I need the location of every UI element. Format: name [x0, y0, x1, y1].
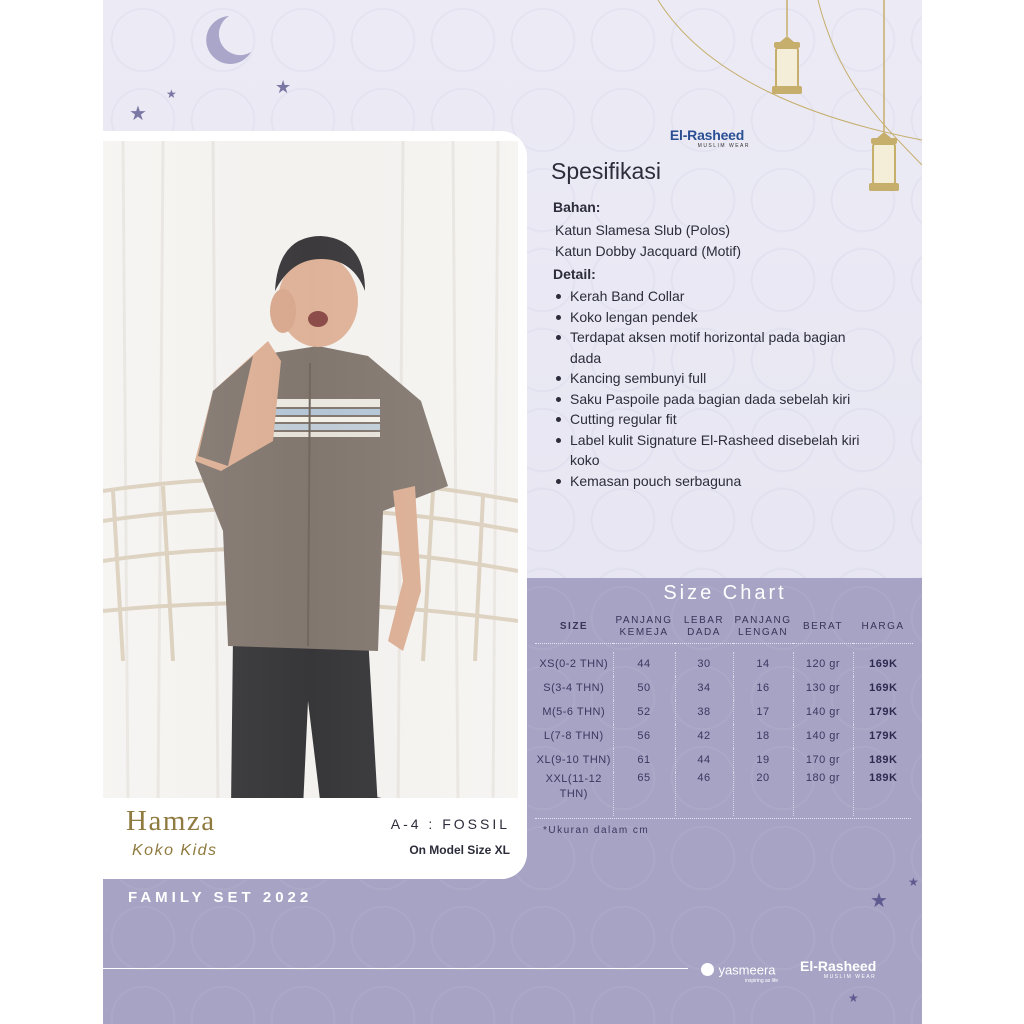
partner-name: yasmeera	[718, 962, 776, 978]
col-panjang-kemeja: PANJANG KEMEJA	[615, 615, 673, 638]
partner-icon	[701, 963, 714, 976]
detail-label: Detail:	[553, 266, 596, 282]
table-row	[535, 652, 913, 676]
detail-item: Koko lengan pendek	[551, 307, 871, 328]
cell-price: 169K	[853, 676, 913, 700]
cell-price: 169K	[853, 652, 913, 676]
footer-brand-logo	[800, 958, 876, 980]
detail-item: Kerah Band Collar	[551, 286, 871, 307]
cell: 170 gr	[793, 748, 853, 772]
bahan-item: Katun Dobby Jacquard (Motif)	[555, 243, 741, 259]
cell: 61	[613, 748, 675, 772]
cell: 34	[675, 676, 733, 700]
cell: 30	[675, 652, 733, 676]
product-code: A-4 : FOSSIL	[390, 816, 510, 832]
table-row	[535, 724, 913, 748]
size-chart-note: *Ukuran dalam cm	[543, 824, 650, 836]
spec-section	[551, 158, 891, 491]
star-icon: ★	[848, 991, 859, 1005]
cell: 20	[733, 772, 793, 816]
table-row	[535, 700, 913, 724]
bahan-item: Katun Slamesa Slub (Polos)	[555, 222, 731, 238]
detail-item: Kemasan pouch serbaguna	[551, 471, 871, 492]
size-chart-title: Size Chart	[663, 582, 787, 604]
bahan-label: Bahan:	[553, 199, 601, 215]
model-illustration	[103, 141, 518, 808]
footer-brand-name: El-Rasheed	[800, 958, 877, 974]
collection-label: FAMILY SET 2022	[128, 889, 313, 906]
table-row	[535, 748, 913, 772]
cell-size: M(5-6 THN)	[542, 705, 606, 718]
poster	[103, 0, 922, 1024]
product-line: Koko Kids	[132, 842, 218, 859]
footer-brand-sub: MUSLIM WEAR	[823, 974, 877, 980]
cell: 17	[733, 700, 793, 724]
size-table	[535, 611, 913, 816]
cell-price: 179K	[853, 700, 913, 724]
star-icon: ★	[870, 890, 888, 912]
cell: 50	[613, 676, 675, 700]
size-chart	[535, 582, 915, 836]
cell: 140 gr	[793, 724, 853, 748]
cell: 120 gr	[793, 652, 853, 676]
cell-size: S(3-4 THN)	[543, 681, 605, 694]
col-panjang-lengan: PANJANG LENGAN	[734, 615, 792, 638]
detail-item: Label kulit Signature El-Rasheed disebelah kiri koko	[551, 430, 871, 471]
cell-size: L(7-8 THN)	[543, 729, 604, 742]
detail-item: Terdapat aksen motif horizontal pada bagian dada	[551, 327, 871, 368]
cell: 19	[733, 748, 793, 772]
crescent-moon-icon	[199, 12, 255, 68]
detail-item: Saku Paspoile pada bagian dada sebelah kiri	[551, 389, 871, 410]
cell-price: 189K	[853, 772, 913, 816]
col-harga: HARGA	[861, 621, 905, 632]
product-name: Hamza	[126, 805, 216, 837]
cell: 130 gr	[793, 676, 853, 700]
product-card	[103, 131, 527, 879]
partner-logo	[701, 961, 778, 984]
cell: 140 gr	[793, 700, 853, 724]
cell: 38	[675, 700, 733, 724]
cell-price: 189K	[853, 748, 913, 772]
star-icon: ★	[908, 875, 919, 889]
cell: 56	[613, 724, 675, 748]
cell: 52	[613, 700, 675, 724]
cell: 46	[675, 772, 733, 816]
detail-item: Cutting regular fit	[551, 409, 871, 430]
cell: 14	[733, 652, 793, 676]
cell: 44	[675, 748, 733, 772]
star-icon: ★	[166, 87, 177, 101]
cell: 65	[613, 772, 675, 816]
col-size: SIZE	[559, 621, 589, 632]
star-icon: ★	[275, 77, 292, 97]
brand-logo	[664, 127, 750, 149]
brand-name: El-Rasheed	[669, 127, 745, 143]
cell: 16	[733, 676, 793, 700]
col-lebar-dada: LEBAR DADA	[683, 615, 725, 638]
detail-item: Kancing sembunyi full	[551, 368, 871, 389]
partner-tagline: inspiring as life	[745, 978, 779, 984]
brand-sub: MUSLIM WEAR	[697, 143, 750, 149]
cell-size: XS(0-2 THN)	[539, 657, 609, 670]
product-photo	[103, 141, 518, 879]
detail-list	[551, 286, 871, 491]
cell-size: XXL(11-12 THN)	[545, 772, 602, 800]
footer-divider	[103, 968, 688, 969]
cell-size: XL(9-10 THN)	[536, 753, 611, 766]
product-name-box	[103, 798, 527, 879]
size-chart-divider	[535, 818, 911, 819]
cell: 42	[675, 724, 733, 748]
model-size: On Model Size XL	[409, 843, 510, 857]
cell: 180 gr	[793, 772, 853, 816]
table-row	[535, 676, 913, 700]
star-icon: ★	[129, 103, 147, 125]
cell: 18	[733, 724, 793, 748]
spec-title: Spesifikasi	[551, 158, 661, 184]
col-berat: BERAT	[802, 621, 844, 632]
cell: 44	[613, 652, 675, 676]
table-row	[535, 772, 913, 816]
cell-price: 179K	[853, 724, 913, 748]
